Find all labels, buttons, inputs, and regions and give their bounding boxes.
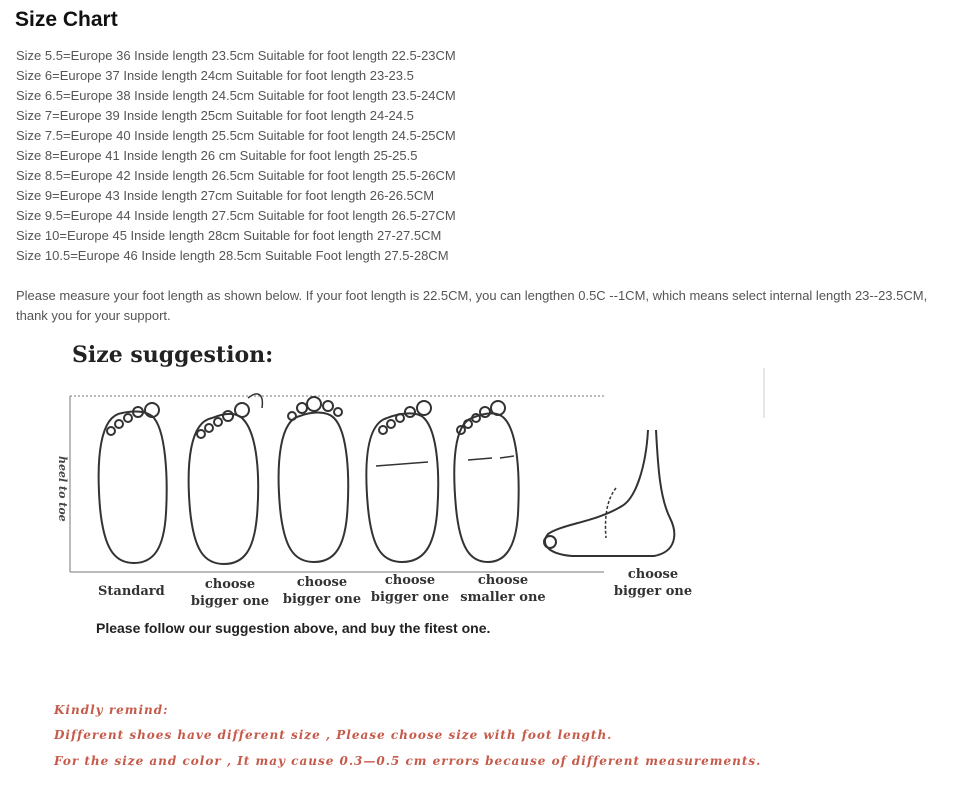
size-row: Size 10.5=Europe 46 Inside length 28.5cm Suitable Foot length 27.5-28CM	[16, 248, 449, 263]
caption-choose-smaller: choose smaller one	[460, 573, 546, 605]
foot-narrow-icon	[454, 401, 518, 562]
caption-choose-bigger-1: choose bigger one	[190, 577, 270, 609]
page-title: Size Chart	[15, 8, 118, 31]
caption-choose-bigger-2: choose bigger one	[282, 575, 362, 607]
caption-standard: Standard	[98, 584, 165, 599]
size-row: Size 7.5=Europe 40 Inside length 25.5cm Suitable for foot length 24.5-25CM	[16, 128, 456, 143]
size-row: Size 6=Europe 37 Inside length 24cm Suitable for foot length 23-23.5	[16, 68, 414, 83]
foot-wide-icon	[366, 401, 438, 562]
foot-high-instep-icon	[544, 430, 674, 556]
size-row: Size 7=Europe 39 Inside length 25cm Suitable for foot length 24-24.5	[16, 108, 414, 123]
remind-heading: Kindly remind:	[54, 703, 169, 717]
foot-long-toe-icon	[279, 397, 349, 562]
size-row: Size 9=Europe 43 Inside length 27cm Suitable for foot length 26-26.5CM	[16, 188, 435, 203]
follow-suggestion-text: Please follow our suggestion above, and buy the fitest one.	[96, 620, 491, 636]
foot-toe-overflow-icon	[189, 394, 263, 564]
foot-standard-icon	[99, 403, 167, 563]
heel-to-toe-label: heel to toe	[56, 456, 69, 522]
size-list	[16, 46, 456, 266]
size-row: Size 8=Europe 41 Inside length 26 cm Suitable for foot length 25-25.5	[16, 148, 418, 163]
size-row: Size 10=Europe 45 Inside length 28cm Suitable for foot length 27-27.5CM	[16, 228, 442, 243]
remind-line-size: Different shoes have different size , Please choose size with foot length.	[54, 728, 613, 742]
size-row: Size 9.5=Europe 44 Inside length 27.5cm Suitable for foot length 26.5-27CM	[16, 208, 456, 223]
size-row: Size 5.5=Europe 36 Inside length 23.5cm Suitable for foot length 22.5-23CM	[16, 48, 456, 63]
caption-choose-bigger-5: choose bigger one	[613, 567, 693, 599]
size-row: Size 8.5=Europe 42 Inside length 26.5cm Suitable for foot length 25.5-26CM	[16, 168, 456, 183]
size-row: Size 6.5=Europe 38 Inside length 24.5cm Suitable for foot length 23.5-24CM	[16, 88, 456, 103]
remind-line-errors: For the size and color , It may cause 0.3—0.5 cm errors because of different measurements.	[54, 754, 762, 768]
suggestion-title: Size suggestion:	[72, 342, 274, 368]
caption-choose-bigger-3: choose bigger one	[370, 573, 450, 605]
measure-note: Please measure your foot length as shown below. If your foot length is 22.5CM, you can lengthen 0.5C --1CM, which means select internal length 23--23.5CM, thank you for your support.	[16, 288, 928, 323]
